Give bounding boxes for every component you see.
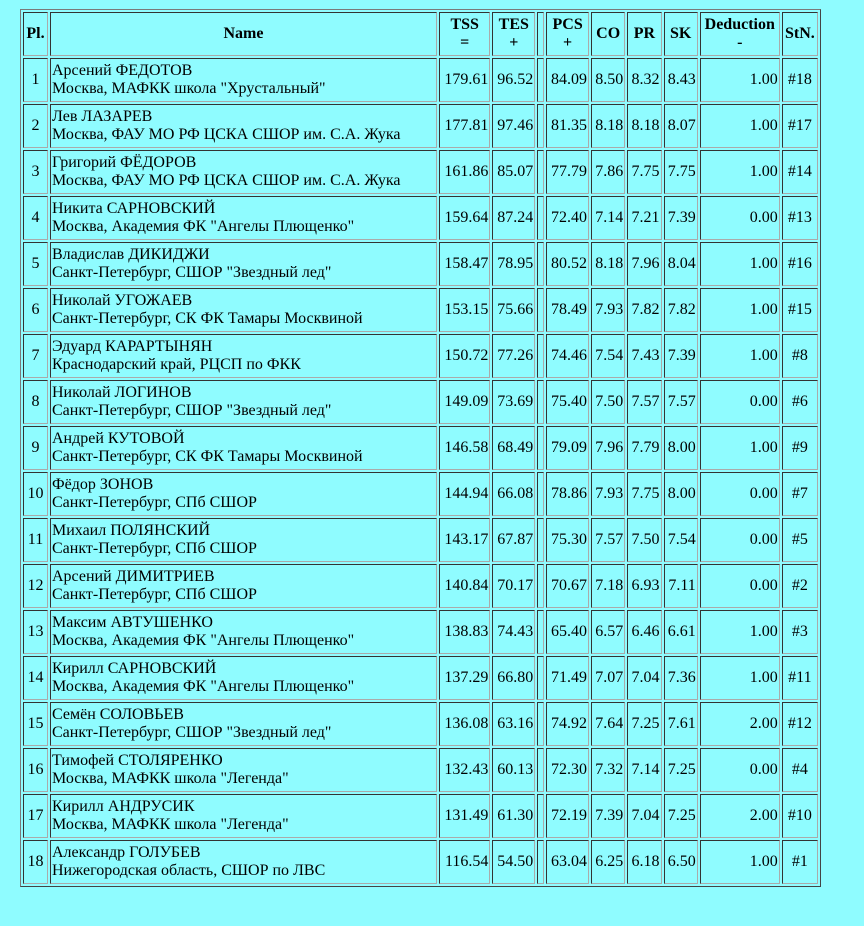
deduction-cell: 0.00 xyxy=(700,748,780,792)
header-stn: StN. xyxy=(782,12,818,56)
pcs-cell: 78.86 xyxy=(546,472,589,516)
place-cell: 14 xyxy=(23,656,48,700)
sk-cell: 7.39 xyxy=(664,196,698,240)
co-cell: 7.50 xyxy=(591,380,625,424)
sk-cell: 7.11 xyxy=(664,564,698,608)
skater-club: Санкт-Петербург, СПб СШОР xyxy=(52,540,257,557)
header-deduction-label: Deduction xyxy=(704,16,775,33)
skater-name: Григорий ФЁДОРОВ xyxy=(52,154,197,171)
start-number-cell: #18 xyxy=(782,58,818,102)
deduction-cell: 1.00 xyxy=(700,840,780,884)
pr-cell: 6.46 xyxy=(627,610,661,654)
tss-cell: 138.83 xyxy=(439,610,490,654)
sk-cell: 7.36 xyxy=(664,656,698,700)
table-row xyxy=(23,518,818,562)
start-number-cell: #1 xyxy=(782,840,818,884)
skater-club: Краснодарский край, РЦСП по ФКК xyxy=(52,356,301,373)
skater-cell xyxy=(50,334,437,378)
separator-cell xyxy=(537,196,544,240)
co-cell: 7.18 xyxy=(591,564,625,608)
tes-cell: 66.80 xyxy=(492,656,535,700)
deduction-cell: 1.00 xyxy=(700,104,780,148)
skater-name: Семён СОЛОВЬЕВ xyxy=(52,706,184,723)
separator-cell xyxy=(537,702,544,746)
separator-cell xyxy=(537,380,544,424)
skater-cell xyxy=(50,104,437,148)
place-cell: 12 xyxy=(23,564,48,608)
start-number-cell: #9 xyxy=(782,426,818,470)
place-cell: 16 xyxy=(23,748,48,792)
co-cell: 6.25 xyxy=(591,840,625,884)
co-cell: 7.96 xyxy=(591,426,625,470)
deduction-cell: 0.00 xyxy=(700,518,780,562)
co-cell: 7.57 xyxy=(591,518,625,562)
table-row xyxy=(23,748,818,792)
sk-cell: 7.39 xyxy=(664,334,698,378)
separator-cell xyxy=(537,150,544,194)
pr-cell: 7.50 xyxy=(627,518,661,562)
tss-cell: 116.54 xyxy=(439,840,490,884)
tss-cell: 143.17 xyxy=(439,518,490,562)
separator-cell xyxy=(537,748,544,792)
start-number-cell: #15 xyxy=(782,288,818,332)
place-cell: 15 xyxy=(23,702,48,746)
start-number-cell: #16 xyxy=(782,242,818,286)
pr-cell: 7.96 xyxy=(627,242,661,286)
co-cell: 6.57 xyxy=(591,610,625,654)
pcs-cell: 70.67 xyxy=(546,564,589,608)
tss-cell: 146.58 xyxy=(439,426,490,470)
co-cell: 8.18 xyxy=(591,242,625,286)
tes-cell: 97.46 xyxy=(492,104,535,148)
deduction-cell: 2.00 xyxy=(700,794,780,838)
header-pcs xyxy=(546,12,589,56)
pr-cell: 7.21 xyxy=(627,196,661,240)
tss-cell: 149.09 xyxy=(439,380,490,424)
skater-name: Кирилл АНДРУСИК xyxy=(52,798,195,815)
table-row xyxy=(23,610,818,654)
sk-cell: 8.00 xyxy=(664,472,698,516)
start-number-cell: #13 xyxy=(782,196,818,240)
pcs-cell: 71.49 xyxy=(546,656,589,700)
separator-cell xyxy=(537,610,544,654)
pr-cell: 8.18 xyxy=(627,104,661,148)
header-co: CO xyxy=(591,12,625,56)
start-number-cell: #6 xyxy=(782,380,818,424)
deduction-cell: 1.00 xyxy=(700,426,780,470)
skater-cell xyxy=(50,150,437,194)
skater-name: Арсений ДИМИТРИЕВ xyxy=(52,568,215,585)
skater-cell xyxy=(50,564,437,608)
pcs-cell: 74.46 xyxy=(546,334,589,378)
pr-cell: 6.18 xyxy=(627,840,661,884)
header-name: Name xyxy=(50,12,437,56)
skater-club: Москва, МАФКК школа "Легенда" xyxy=(52,816,289,833)
header-pl: Pl. xyxy=(23,12,48,56)
start-number-cell: #10 xyxy=(782,794,818,838)
skater-cell xyxy=(50,656,437,700)
tes-cell: 77.26 xyxy=(492,334,535,378)
skater-cell xyxy=(50,518,437,562)
pr-cell: 7.25 xyxy=(627,702,661,746)
pr-cell: 7.04 xyxy=(627,794,661,838)
pcs-cell: 78.49 xyxy=(546,288,589,332)
skater-name: Лев ЛАЗАРЕВ xyxy=(52,108,153,125)
skater-club: Москва, Академия ФК "Ангелы Плющенко" xyxy=(52,218,355,235)
sk-cell: 6.50 xyxy=(664,840,698,884)
table-row xyxy=(23,150,818,194)
skater-club: Москва, Академия ФК "Ангелы Плющенко" xyxy=(52,632,355,649)
start-number-cell: #11 xyxy=(782,656,818,700)
skater-club: Москва, ФАУ МО РФ ЦСКА СШОР им. С.А. Жука xyxy=(52,172,401,189)
start-number-cell: #3 xyxy=(782,610,818,654)
pcs-cell: 84.09 xyxy=(546,58,589,102)
header-deduction-sub: - xyxy=(737,34,743,51)
pcs-cell: 81.35 xyxy=(546,104,589,148)
tss-cell: 161.86 xyxy=(439,150,490,194)
tes-cell: 70.17 xyxy=(492,564,535,608)
separator-cell xyxy=(537,334,544,378)
pcs-cell: 74.92 xyxy=(546,702,589,746)
sk-cell: 8.43 xyxy=(664,58,698,102)
co-cell: 7.64 xyxy=(591,702,625,746)
pr-cell: 7.75 xyxy=(627,150,661,194)
sk-cell: 8.04 xyxy=(664,242,698,286)
pcs-cell: 72.19 xyxy=(546,794,589,838)
pcs-cell: 80.52 xyxy=(546,242,589,286)
deduction-cell: 1.00 xyxy=(700,610,780,654)
header-sk: SK xyxy=(664,12,698,56)
place-cell: 5 xyxy=(23,242,48,286)
skater-cell xyxy=(50,380,437,424)
pcs-cell: 77.79 xyxy=(546,150,589,194)
header-tss-sub: = xyxy=(460,34,470,51)
skater-name: Андрей КУТОВОЙ xyxy=(52,430,185,447)
sk-cell: 7.25 xyxy=(664,794,698,838)
place-cell: 8 xyxy=(23,380,48,424)
separator-cell xyxy=(537,426,544,470)
deduction-cell: 0.00 xyxy=(700,564,780,608)
place-cell: 13 xyxy=(23,610,48,654)
skater-club: Санкт-Петербург, СШОР "Звездный лед" xyxy=(52,402,332,419)
pcs-cell: 75.30 xyxy=(546,518,589,562)
skater-name: Николай ЛОГИНОВ xyxy=(52,384,192,401)
skater-club: Санкт-Петербург, СШОР "Звездный лед" xyxy=(52,264,332,281)
skater-name: Никита САРНОВСКИЙ xyxy=(52,200,216,217)
skater-cell xyxy=(50,58,437,102)
table-row xyxy=(23,564,818,608)
co-cell: 7.54 xyxy=(591,334,625,378)
tss-cell: 132.43 xyxy=(439,748,490,792)
place-cell: 11 xyxy=(23,518,48,562)
place-cell: 1 xyxy=(23,58,48,102)
skater-name: Фёдор ЗОНОВ xyxy=(52,476,154,493)
tes-cell: 96.52 xyxy=(492,58,535,102)
sk-cell: 8.07 xyxy=(664,104,698,148)
skater-cell xyxy=(50,242,437,286)
skater-club: Санкт-Петербург, СПб СШОР xyxy=(52,586,257,603)
co-cell: 7.93 xyxy=(591,288,625,332)
sk-cell: 7.25 xyxy=(664,748,698,792)
start-number-cell: #14 xyxy=(782,150,818,194)
tes-cell: 87.24 xyxy=(492,196,535,240)
pr-cell: 7.14 xyxy=(627,748,661,792)
skater-name: Владислав ДИКИДЖИ xyxy=(52,246,210,263)
pcs-cell: 75.40 xyxy=(546,380,589,424)
deduction-cell: 1.00 xyxy=(700,150,780,194)
co-cell: 7.32 xyxy=(591,748,625,792)
skater-club: Нижегородская область, СШОР по ЛВС xyxy=(52,862,326,879)
place-cell: 4 xyxy=(23,196,48,240)
separator-cell xyxy=(537,518,544,562)
skater-cell xyxy=(50,196,437,240)
place-cell: 7 xyxy=(23,334,48,378)
header-tss xyxy=(439,12,490,56)
deduction-cell: 0.00 xyxy=(700,380,780,424)
pr-cell: 8.32 xyxy=(627,58,661,102)
place-cell: 9 xyxy=(23,426,48,470)
start-number-cell: #12 xyxy=(782,702,818,746)
sk-cell: 6.61 xyxy=(664,610,698,654)
co-cell: 7.86 xyxy=(591,150,625,194)
skater-name: Арсений ФЕДОТОВ xyxy=(52,62,193,79)
skater-name: Кирилл САРНОВСКИЙ xyxy=(52,660,217,677)
header-row xyxy=(23,12,818,56)
tss-cell: 140.84 xyxy=(439,564,490,608)
pcs-cell: 72.30 xyxy=(546,748,589,792)
tss-cell: 159.64 xyxy=(439,196,490,240)
pr-cell: 7.75 xyxy=(627,472,661,516)
co-cell: 7.93 xyxy=(591,472,625,516)
tss-cell: 137.29 xyxy=(439,656,490,700)
skater-club: Москва, ФАУ МО РФ ЦСКА СШОР им. С.А. Жука xyxy=(52,126,401,143)
header-pr: PR xyxy=(627,12,661,56)
tss-cell: 179.61 xyxy=(439,58,490,102)
skater-name: Александр ГОЛУБЕВ xyxy=(52,844,201,861)
separator-cell xyxy=(537,840,544,884)
skater-club: Москва, МАФКК школа "Легенда" xyxy=(52,770,289,787)
co-cell: 8.50 xyxy=(591,58,625,102)
skater-club: Санкт-Петербург, СПб СШОР xyxy=(52,494,257,511)
pr-cell: 7.79 xyxy=(627,426,661,470)
skater-name: Николай УГОЖАЕВ xyxy=(52,292,193,309)
deduction-cell: 2.00 xyxy=(700,702,780,746)
skater-cell xyxy=(50,610,437,654)
table-row xyxy=(23,426,818,470)
sk-cell: 7.61 xyxy=(664,702,698,746)
co-cell: 7.14 xyxy=(591,196,625,240)
header-tes-sub: + xyxy=(509,34,519,51)
place-cell: 2 xyxy=(23,104,48,148)
skater-club: Москва, Академия ФК "Ангелы Плющенко" xyxy=(52,678,355,695)
deduction-cell: 1.00 xyxy=(700,58,780,102)
tss-cell: 136.08 xyxy=(439,702,490,746)
start-number-cell: #5 xyxy=(782,518,818,562)
pr-cell: 6.93 xyxy=(627,564,661,608)
header-deduction xyxy=(700,12,780,56)
table-row xyxy=(23,242,818,286)
results-body xyxy=(23,58,818,884)
header-pcs-label: PCS xyxy=(552,16,583,33)
separator-cell xyxy=(537,242,544,286)
sk-cell: 7.57 xyxy=(664,380,698,424)
tes-cell: 67.87 xyxy=(492,518,535,562)
tss-cell: 177.81 xyxy=(439,104,490,148)
skater-name: Максим АВТУШЕНКО xyxy=(52,614,213,631)
table-row xyxy=(23,656,818,700)
tss-cell: 144.94 xyxy=(439,472,490,516)
skater-cell xyxy=(50,748,437,792)
tes-cell: 73.69 xyxy=(492,380,535,424)
separator-cell xyxy=(537,288,544,332)
pcs-cell: 65.40 xyxy=(546,610,589,654)
header-pcs-sub: + xyxy=(563,34,573,51)
tes-cell: 75.66 xyxy=(492,288,535,332)
start-number-cell: #7 xyxy=(782,472,818,516)
place-cell: 6 xyxy=(23,288,48,332)
tss-cell: 131.49 xyxy=(439,794,490,838)
skater-name: Михаил ПОЛЯНСКИЙ xyxy=(52,522,211,539)
tes-cell: 54.50 xyxy=(492,840,535,884)
pcs-cell: 72.40 xyxy=(546,196,589,240)
pr-cell: 7.04 xyxy=(627,656,661,700)
tss-cell: 153.15 xyxy=(439,288,490,332)
header-tss-label: TSS xyxy=(450,16,479,33)
sk-cell: 8.00 xyxy=(664,426,698,470)
tes-cell: 78.95 xyxy=(492,242,535,286)
skater-cell xyxy=(50,702,437,746)
start-number-cell: #4 xyxy=(782,748,818,792)
skater-cell xyxy=(50,426,437,470)
table-row xyxy=(23,196,818,240)
pr-cell: 7.43 xyxy=(627,334,661,378)
separator-cell xyxy=(537,564,544,608)
skater-cell xyxy=(50,840,437,884)
co-cell: 7.39 xyxy=(591,794,625,838)
table-row xyxy=(23,840,818,884)
table-row xyxy=(23,702,818,746)
co-cell: 8.18 xyxy=(591,104,625,148)
skater-cell xyxy=(50,288,437,332)
header-tes-label: TES xyxy=(498,16,529,33)
skater-club: Санкт-Петербург, СК ФК Тамары Москвиной xyxy=(52,448,363,465)
skater-club: Санкт-Петербург, СШОР "Звездный лед" xyxy=(52,724,332,741)
co-cell: 7.07 xyxy=(591,656,625,700)
start-number-cell: #2 xyxy=(782,564,818,608)
table-row xyxy=(23,334,818,378)
table-row xyxy=(23,104,818,148)
pcs-cell: 79.09 xyxy=(546,426,589,470)
header-tes xyxy=(492,12,535,56)
table-row xyxy=(23,794,818,838)
table-row xyxy=(23,58,818,102)
tes-cell: 63.16 xyxy=(492,702,535,746)
place-cell: 17 xyxy=(23,794,48,838)
sk-cell: 7.75 xyxy=(664,150,698,194)
pr-cell: 7.57 xyxy=(627,380,661,424)
start-number-cell: #8 xyxy=(782,334,818,378)
tss-cell: 158.47 xyxy=(439,242,490,286)
place-cell: 18 xyxy=(23,840,48,884)
table-row xyxy=(23,288,818,332)
separator-cell xyxy=(537,104,544,148)
deduction-cell: 0.00 xyxy=(700,196,780,240)
tes-cell: 66.08 xyxy=(492,472,535,516)
skater-name: Тимофей СТОЛЯРЕНКО xyxy=(52,752,223,769)
tes-cell: 68.49 xyxy=(492,426,535,470)
deduction-cell: 1.00 xyxy=(700,656,780,700)
separator-cell xyxy=(537,656,544,700)
separator-cell xyxy=(537,472,544,516)
sk-cell: 7.82 xyxy=(664,288,698,332)
tss-cell: 150.72 xyxy=(439,334,490,378)
pr-cell: 7.82 xyxy=(627,288,661,332)
results-table xyxy=(20,9,821,887)
table-row xyxy=(23,472,818,516)
skater-name: Эдуард КАРАРТЫНЯН xyxy=(52,338,213,355)
pcs-cell: 63.04 xyxy=(546,840,589,884)
tes-cell: 61.30 xyxy=(492,794,535,838)
tes-cell: 74.43 xyxy=(492,610,535,654)
skater-cell xyxy=(50,794,437,838)
skater-club: Москва, МАФКК школа "Хрустальный" xyxy=(52,80,326,97)
start-number-cell: #17 xyxy=(782,104,818,148)
header-separator xyxy=(537,12,544,56)
place-cell: 3 xyxy=(23,150,48,194)
sk-cell: 7.54 xyxy=(664,518,698,562)
separator-cell xyxy=(537,58,544,102)
deduction-cell: 0.00 xyxy=(700,472,780,516)
skater-club: Санкт-Петербург, СК ФК Тамары Москвиной xyxy=(52,310,363,327)
deduction-cell: 1.00 xyxy=(700,288,780,332)
place-cell: 10 xyxy=(23,472,48,516)
tes-cell: 60.13 xyxy=(492,748,535,792)
deduction-cell: 1.00 xyxy=(700,242,780,286)
tes-cell: 85.07 xyxy=(492,150,535,194)
separator-cell xyxy=(537,794,544,838)
skater-cell xyxy=(50,472,437,516)
deduction-cell: 1.00 xyxy=(700,334,780,378)
table-row xyxy=(23,380,818,424)
